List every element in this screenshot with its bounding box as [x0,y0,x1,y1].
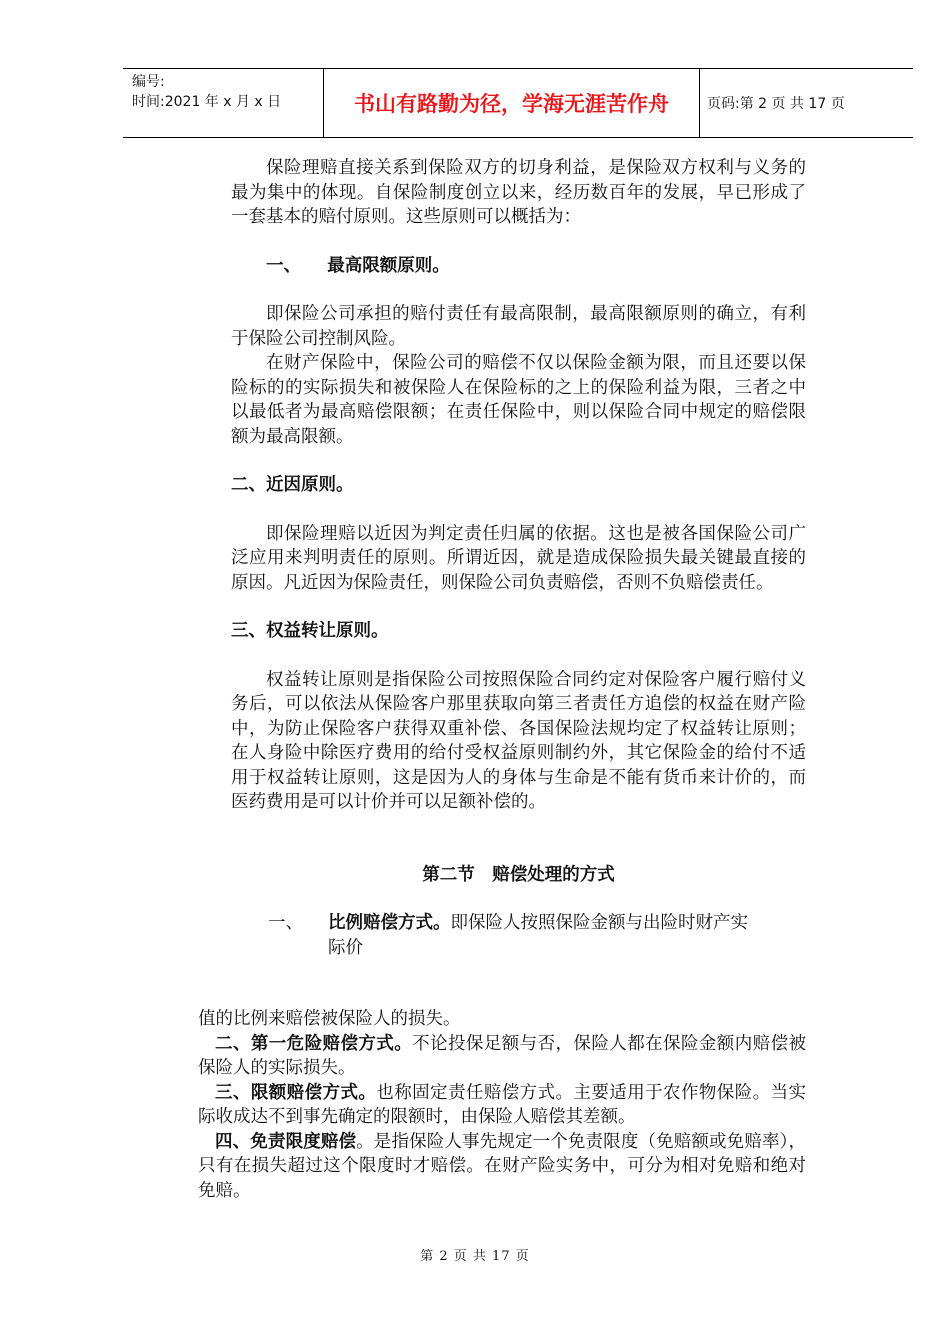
page-footer: 第 2 页 共 17 页 [420,1249,530,1264]
time-label: 时间:2021 年 x 月 x 日 [132,94,282,110]
method-1-continuation: 值的比例来赔偿被保险人的损失。 [198,1009,461,1029]
method-2-text: 不论投保足额与否，保险人都在保险金额内赔偿被保险人的实际损失。 [198,1033,806,1078]
intro-paragraph: 保险理赔直接关系到保险双方的切身利益，是保险双方权利与义务的最为集中的体现。自保险制度创立以来，经历数百年的发展，早已形成了一套基本的赔付原则。这些原则可以概括为： [231,158,806,227]
section-title: 第二节 赔偿处理的方式 [422,864,615,885]
paragraph-subrogation: 权益转让原则是指保险公司按照保险合同约定对保险客户履行赔付义务后，可以依法从保险客户那里获取向第三者责任方追偿的权益在财产险中，为防止保险客户获得双重补偿、各国保险法规均定了权益转让原则；在人身险中除医疗费用的给付受权益原则制约外，其它保险金的给付不适用于权益转让原则，这是因为人的身体与生命是不能有货币来计价的，而医药费用是可以计价并可以足额补偿的。 [231,669,806,812]
method-3-title: 三、限额赔偿方式。 [215,1082,377,1103]
method-1-text-wrap: 际价 [328,937,363,958]
paragraph-proximate-cause: 即保险理赔以近因为判定责任归属的依据。这也是被各国保险公司广泛应用来判明责任的原则。所谓近因，就是造成保险损失最关键最直接的原因。凡近因为保险责任，则保险公司负责赔偿，否则不负赔偿责任。 [231,523,806,593]
page-header [123,68,913,138]
method-4 [198,1130,806,1204]
method-3-text: 也称固定责任赔偿方式。主要适用于农作物保险。当实际收成达不到事先确定的限额时，由保险人赔偿其差额。 [198,1082,806,1127]
method-4-text: 。是指保险人事先规定一个免责限度（免赔额或免赔率），只有在损失超过这个限度时才赔偿。在财产险实务中，可分为相对免赔和绝对免赔。 [198,1131,807,1201]
method-1 [231,911,806,960]
heading-subrogation: 三、权益转让原则。 [231,621,389,641]
methods-list [198,1007,806,1203]
paragraph-max-limit-1: 即保险公司承担的赔付责任有最高限制，最高限额原则的确立，有利于保险公司控制风险。 [231,304,806,349]
paragraph-max-limit-2: 在财产保险中，保险公司的赔偿不仅以保险金额为限，而且还要以保险标的的实际损失和被保险人在保险标的之上的保险利益为限，三者之中以最低者为最高赔偿限额；在责任保险中，则以保险合同中规定的赔偿限额为最高限额。 [231,353,806,447]
header-motto: 书山有路勤为径，学海无涯苦作舟 [323,69,700,137]
method-1-number: 一、 [268,913,303,933]
header-meta [123,69,323,137]
method-4-title: 四、免责限度赔偿 [215,1131,357,1152]
method-1-title: 比例赔偿方式。 [328,913,451,933]
method-2-title: 二、第一危险赔偿方式。 [215,1033,413,1054]
method-3 [198,1081,806,1130]
code-label: 编号: [132,74,165,90]
document-body [231,156,806,960]
method-2 [198,1032,806,1081]
heading-proximate-cause: 二、近因原则。 [231,475,354,495]
heading-max-limit: 一、 最高限额原则。 [266,255,450,276]
header-page-label: 页码:第 2 页 共 17 页 [707,96,845,112]
method-1-text: 即保险人按照保险金额与出险时财产实 [450,913,748,933]
